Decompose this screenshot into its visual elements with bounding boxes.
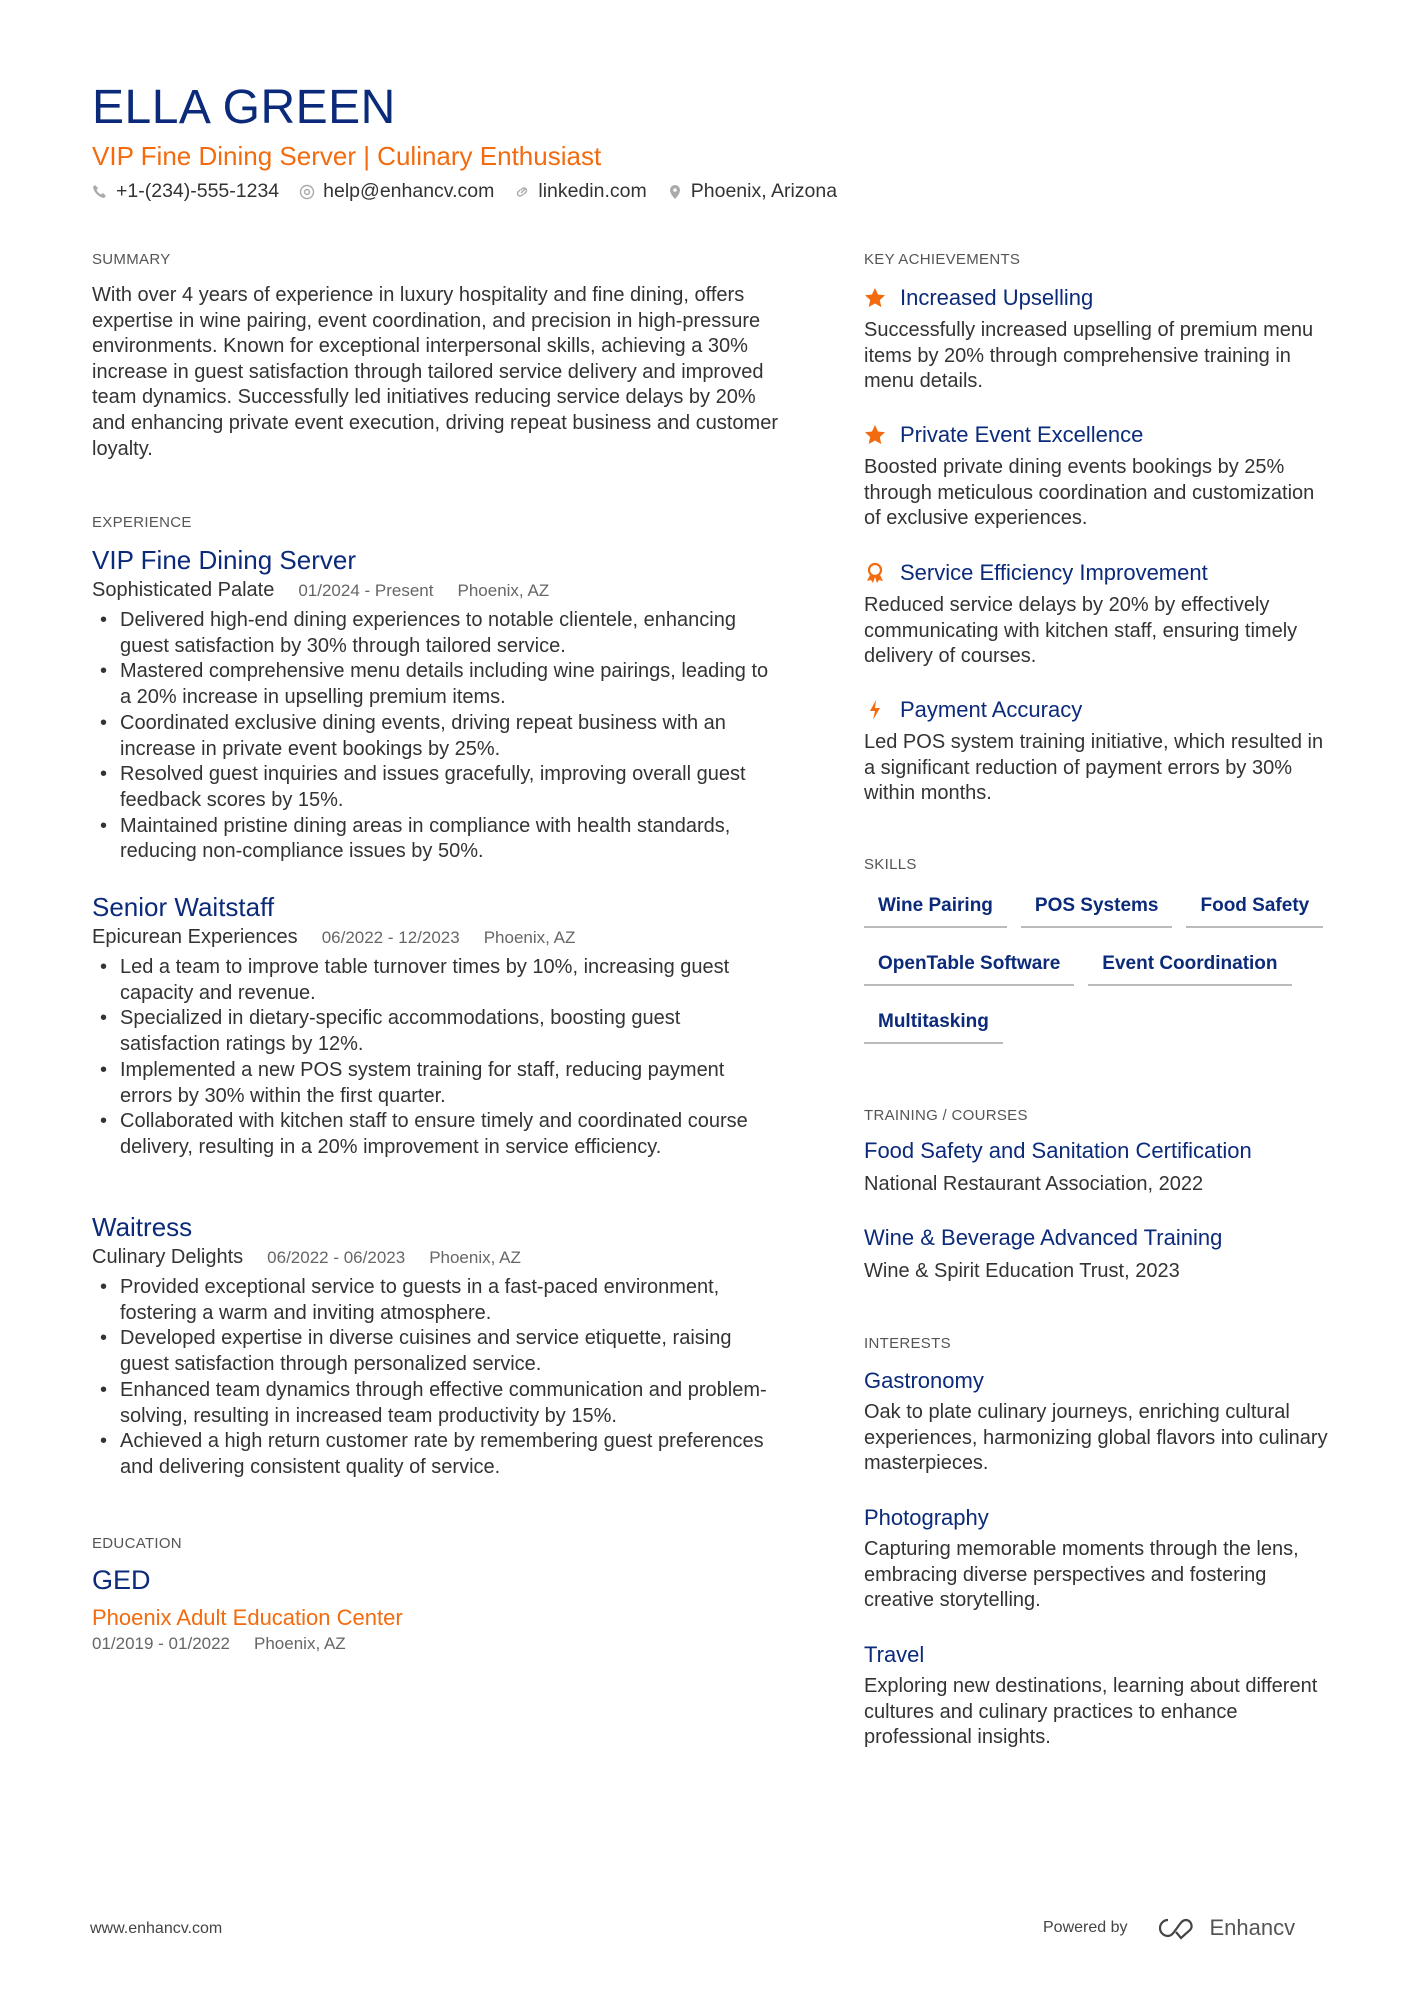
achievement-item [864, 695, 1334, 807]
contact-email[interactable] [299, 180, 494, 203]
skill-tag: Food Safety [1186, 891, 1323, 928]
job-meta [92, 576, 782, 605]
powered-by-text: Powered by [1043, 1919, 1128, 1936]
bullet: • Developed expertise in diverse cuisines and service etiquette, raising guest satisfaction through personalized service. [92, 1326, 782, 1377]
link-icon [514, 184, 530, 200]
achievement-item [864, 558, 1334, 670]
achievement-item [864, 283, 1334, 395]
interest-title: Photography [864, 1505, 989, 1530]
interest-text: Capturing memorable moments through the lens, embracing diverse perspectives and fostering creative storytelling. [864, 1538, 1299, 1612]
skill-tag: Multitasking [864, 1007, 1003, 1044]
degree: GED [92, 1565, 151, 1595]
job-location: Phoenix, AZ [457, 581, 550, 600]
training-item [864, 1223, 1334, 1285]
bullet: • Delivered high-end dining experiences to notable clientele, enhancing guest satisfaction by 30% through tailored service. [92, 608, 782, 659]
bullet: • Provided exceptional service to guests in a fast-paced environment, fostering a warm and inviting atmosphere. [92, 1275, 782, 1326]
section-education-heading: EDUCATION [92, 1535, 182, 1552]
bullet: • Enhanced team dynamics through effective communication and problem-solving, resulting in increased team productivity by 15%. [92, 1378, 782, 1429]
location-pin-icon [667, 184, 683, 200]
achievement-text: Successfully increased upselling of premium menu items by 20% through comprehensive training in menu details. [864, 319, 1314, 393]
contact-bar [92, 180, 837, 203]
skills-list [864, 891, 1334, 1044]
job-meta [92, 923, 782, 952]
company: Epicurean Experiences [92, 926, 298, 948]
bullet: • Resolved guest inquiries and issues gracefully, improving overall guest feedback scores by 15%. [92, 762, 782, 813]
achievement-title: Payment Accuracy [900, 697, 1083, 722]
enhancv-logo-icon [1154, 1916, 1200, 1940]
training-detail: Wine & Spirit Education Trust, 2023 [864, 1260, 1180, 1282]
job-title: VIP Fine Dining Server [92, 545, 356, 575]
link-text: linkedin.com [538, 180, 647, 202]
company: Culinary Delights [92, 1246, 244, 1268]
company: Sophisticated Palate [92, 579, 275, 601]
contact-phone[interactable] [92, 180, 279, 203]
section-experience-heading: EXPERIENCE [92, 514, 192, 531]
candidate-name: ELLA GREEN [92, 81, 396, 134]
job-bullets [92, 955, 782, 1161]
phone-icon [92, 184, 108, 200]
brand-name: Enhancv [1209, 1915, 1296, 1940]
job-location: Phoenix, AZ [483, 928, 576, 947]
bullet: • Coordinated exclusive dining events, driving repeat business with an increase in private event bookings by 25%. [92, 711, 782, 762]
job-bullets [92, 1275, 782, 1481]
bullet: • Collaborated with kitchen staff to ensure timely and coordinated course delivery, resulting in a 20% improvement in service efficiency. [92, 1109, 782, 1160]
job-title: Waitress [92, 1212, 193, 1242]
job-bullets [92, 608, 782, 865]
training-item [864, 1136, 1334, 1198]
section-interests-heading: INTERESTS [864, 1335, 951, 1352]
skill-tag: Event Coordination [1088, 949, 1291, 986]
job-dates: 06/2022 - 06/2023 [267, 1248, 406, 1267]
interest-item [864, 1366, 1334, 1477]
achievement-text: Led POS system training initiative, which resulted in a significant reduction of payment errors by 30% within months. [864, 731, 1324, 805]
interest-item [864, 1640, 1334, 1751]
section-skills-heading: SKILLS [864, 856, 917, 873]
section-achievements-heading: KEY ACHIEVEMENTS [864, 251, 1021, 268]
interest-title: Gastronomy [864, 1368, 984, 1393]
enhancv-logo[interactable] [1154, 1915, 1296, 1941]
phone-text: +1-(234)-555-1234 [116, 180, 280, 202]
interest-title: Travel [864, 1642, 925, 1667]
award-icon [864, 562, 886, 584]
email-text: help@enhancv.com [323, 180, 495, 202]
achievement-text: Boosted private dining events bookings by 25% through meticulous coordination and customization of exclusive experiences. [864, 456, 1315, 530]
job-entry [92, 891, 782, 1161]
contact-location [667, 180, 837, 203]
job-meta [92, 1243, 782, 1272]
location-text: Phoenix, Arizona [690, 180, 838, 202]
job-entry [92, 1211, 782, 1481]
achievement-text: Reduced service delays by 20% by effectively communicating with kitchen staff, ensuring timely delivery of courses. [864, 594, 1298, 668]
achievement-title: Private Event Excellence [900, 422, 1144, 447]
education-dates: 01/2019 - 01/2022 [92, 1634, 231, 1653]
training-title: Food Safety and Sanitation Certification [864, 1138, 1252, 1163]
at-icon [299, 184, 315, 200]
lightning-icon [864, 699, 886, 721]
skill-tag: POS Systems [1021, 891, 1173, 928]
section-training-heading: TRAINING / COURSES [864, 1107, 1028, 1124]
skill-tag: OpenTable Software [864, 949, 1074, 986]
job-entry [92, 544, 782, 865]
job-dates: 01/2024 - Present [298, 581, 434, 600]
education-location: Phoenix, AZ [254, 1634, 346, 1653]
bullet: • Mastered comprehensive menu details including wine pairings, leading to a 20% increase in upselling premium items. [92, 659, 782, 710]
job-location: Phoenix, AZ [429, 1248, 521, 1267]
skill-tag: Wine Pairing [864, 891, 1007, 928]
footer-website[interactable]: www.enhancv.com [90, 1920, 223, 1937]
job-title: Senior Waitstaff [92, 892, 275, 922]
school: Phoenix Adult Education Center [92, 1605, 403, 1630]
education-meta [92, 1630, 782, 1658]
interest-text: Oak to plate culinary journeys, enriching cultural experiences, harmonizing global flavors into culinary masterpieces. [864, 1401, 1328, 1475]
bullet: • Led a team to improve table turnover times by 10%, increasing guest capacity and revenue. [92, 955, 782, 1006]
summary-text: With over 4 years of experience in luxury hospitality and fine dining, offers expertise in wine pairing, event coordination, and precision in high-pressure environments. Known for exceptional interpersonal skills, achieving a 30% increase in guest satisfaction through tailored service delivery and improved team dynamics. Successfully led initiatives reducing service delays by 20% and enhancing private event execution, driving repeat business and customer loyalty. [92, 284, 778, 460]
bullet: • Implemented a new POS system training for staff, reducing payment errors by 30% within the first quarter. [92, 1058, 782, 1109]
achievement-title: Increased Upselling [900, 285, 1094, 310]
headline: VIP Fine Dining Server | Culinary Enthusiast [92, 141, 602, 171]
contact-link[interactable] [514, 180, 646, 203]
achievement-title: Service Efficiency Improvement [900, 560, 1208, 585]
training-detail: National Restaurant Association, 2022 [864, 1173, 1204, 1195]
bullet: • Specialized in dietary-specific accommodations, boosting guest satisfaction ratings by 12%. [92, 1006, 782, 1057]
achievement-item [864, 420, 1334, 532]
section-summary-heading: SUMMARY [92, 251, 171, 268]
interest-text: Exploring new destinations, learning about different cultures and culinary practices to enhance professional insights. [864, 1675, 1318, 1749]
interest-item [864, 1503, 1334, 1614]
star-icon [864, 287, 886, 309]
footer-powered [1043, 1915, 1295, 1941]
bullet: • Achieved a high return customer rate by remembering guest preferences and delivering consistent quality of service. [92, 1429, 782, 1480]
job-dates: 06/2022 - 12/2023 [321, 928, 460, 947]
training-title: Wine & Beverage Advanced Training [864, 1225, 1223, 1250]
star-icon [864, 424, 886, 446]
bullet: • Maintained pristine dining areas in compliance with health standards, reducing non-compliance issues by 50%. [92, 814, 782, 865]
